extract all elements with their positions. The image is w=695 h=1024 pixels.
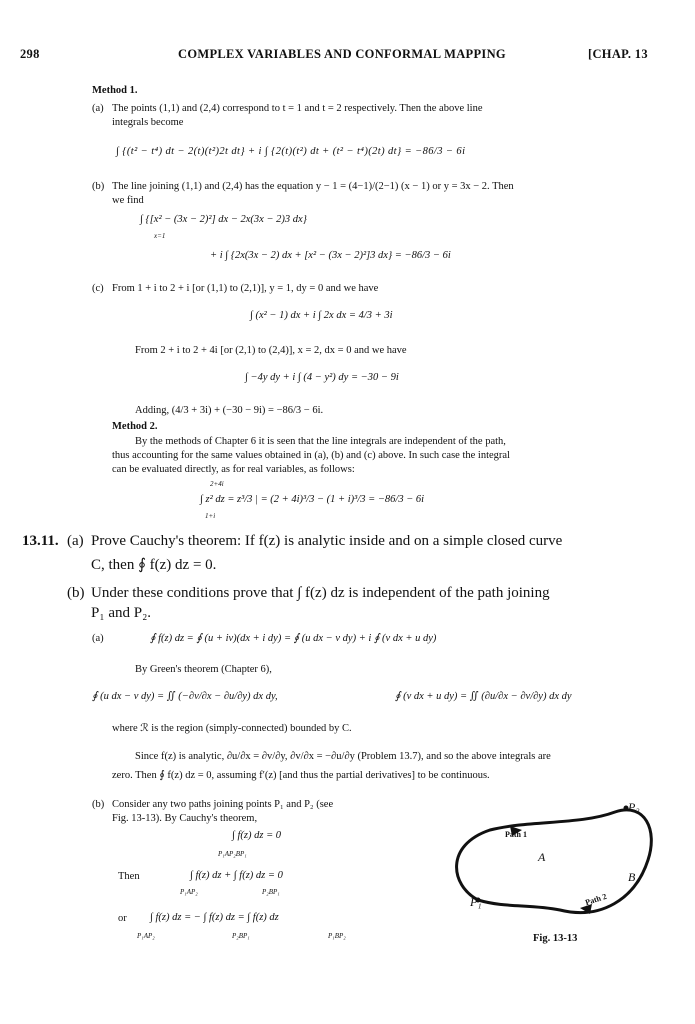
problem-number: 13.11. — [22, 533, 59, 549]
method1-heading: Method 1. — [92, 85, 138, 96]
method2-text3: can be evaluated directly, as for real variables, as follows: — [112, 464, 355, 475]
figure-label-a: A — [538, 850, 546, 864]
method1-b-equation-line1: ∫ {[x² − (3x − 2)²] dx − 2x(3x − 2)3 dx} — [140, 214, 307, 225]
or-label: or — [118, 913, 127, 924]
method1-b-label: (b) — [92, 181, 105, 192]
solution-b-eq3-limit2: P₂BP₁ — [232, 932, 250, 940]
solution-b-eq3-limit1: P₁AP₂ — [137, 932, 155, 940]
solution-b-eq2-limit1: P₁AP₂ — [180, 888, 198, 896]
figure-label-p1: P₁ — [470, 895, 482, 909]
running-title: COMPLEX VARIABLES AND CONFORMAL MAPPING — [178, 47, 506, 61]
page-number: 298 — [20, 47, 40, 61]
solution-eq1: ∮ f(z) dz = ∮ (u + iv)(dx + i dy) = ∮ (u dx − v dy) + i ∮ (v dx + u dy) — [150, 633, 437, 644]
method1-b-equation-line2: + i ∫ {2x(3x − 2) dx + [x² − (3x − 2)²]3 dx} = −86/3 − 6i — [210, 250, 451, 261]
solution-b-label: (b) — [92, 799, 105, 810]
solution-b-eq2: ∫ f(z) dz + ∫ f(z) dz = 0 — [190, 870, 283, 881]
method2-text2: thus accounting for the same values obtained in (a), (b) and (c) above. In such case the integral — [112, 450, 510, 461]
solution-b-eq3: ∫ f(z) dz = − ∫ f(z) dz = ∫ f(z) dz — [150, 912, 279, 923]
method1-c-text2: From 2 + i to 2 + 4i [or (2,1) to (2,4)], x = 2, dx = 0 and we have — [135, 345, 407, 356]
figure-caption: Fig. 13-13 — [533, 933, 578, 944]
chapter-label: [CHAP. 13 — [588, 47, 648, 61]
method1-b-limit: x=1 — [154, 232, 166, 240]
method1-b-text2: we find — [112, 195, 144, 206]
zero-text: zero. Then ∮ f(z) dz = 0, assuming f′(z) [and thus the partial derivatives] to be continuous. — [112, 770, 490, 781]
method1-c-text: From 1 + i to 2 + i [or (1,1) to (2,1)], y = 1, dy = 0 and we have — [112, 283, 379, 294]
solution-b-eq3-limit3: P₁BP₂ — [328, 932, 346, 940]
solution-b-text1: Consider any two paths joining points P₁ and P₂ (see — [112, 799, 334, 810]
method1-c-equation2: ∫ −4y dy + i ∫ (4 − y²) dy = −30 − 9i — [245, 372, 399, 383]
method1-a-text2: integrals become — [112, 117, 184, 128]
problem-b-text: Under these conditions prove that ∫ f(z) dz is independent of the path joining — [91, 585, 550, 601]
problem-a-text: Prove Cauchy's theorem: If f(z) is analytic inside and on a simple closed curve — [91, 533, 563, 549]
problem-b-label: (b) — [67, 585, 85, 601]
green-theorem-text: By Green's theorem (Chapter 6), — [135, 664, 272, 675]
then-label: Then — [118, 871, 140, 882]
problem-a-text2: C, then ∮ f(z) dz = 0. — [91, 557, 217, 573]
figure-label-p2: P₂ — [628, 800, 640, 814]
figure-path1-label: Path 1 — [505, 830, 527, 839]
method2-equation: ∫ z² dz = z³/3 | = (2 + 4i)³/3 − (1 + i)³/3 = −86/3 − 6i — [200, 494, 425, 505]
solution-b-eq2-limit2: P₂BP₁ — [262, 888, 280, 896]
method1-c-adding: Adding, (4/3 + 3i) + (−30 − 9i) = −86/3 − 6i. — [135, 405, 324, 416]
method1-a-text: The points (1,1) and (2,4) correspond to t = 1 and t = 2 respectively. Then the above line — [112, 103, 483, 114]
figure-label-b: B — [628, 870, 636, 884]
problem-b-text2: P₁ and P₂. — [91, 605, 152, 621]
method2-lower-limit: 1+i — [205, 512, 216, 520]
problem-a-label: (a) — [67, 533, 84, 549]
solution-a-label: (a) — [92, 633, 104, 644]
solution-b-text2: Fig. 13-13). By Cauchy's theorem, — [112, 813, 258, 824]
method1-a-label: (a) — [92, 103, 104, 114]
method2-text1: By the methods of Chapter 6 it is seen that the line integrals are independent of the path, — [135, 436, 506, 447]
solution-b-eq1-limit: P₁AP₂BP₁ — [218, 850, 247, 858]
solution-eq2b: ∮ (v dx + u dy) = ∬ (∂u/∂x − ∂v/∂y) dx dy — [395, 691, 572, 702]
method1-c-label: (c) — [92, 283, 104, 294]
method1-b-text: The line joining (1,1) and (2,4) has the equation y − 1 = (4−1)/(2−1) (x − 1) or y = 3x − 2. Then — [112, 181, 514, 192]
region-text: where ℛ is the region (simply-connected) bounded by C. — [112, 723, 352, 734]
figure-path2-label: Path 2 — [584, 891, 608, 908]
solution-eq2a: ∮ (u dx − v dy) = ∬ (−∂v/∂x − ∂u/∂y) dx dy, — [92, 691, 278, 702]
method2-heading: Method 2. — [112, 421, 158, 432]
method2-upper-limit: 2+4i — [210, 480, 224, 488]
closed-curve — [457, 810, 652, 913]
method1-c-equation1: ∫ (x² − 1) dx + i ∫ 2x dx = 4/3 + 3i — [250, 310, 393, 321]
solution-b-eq1: ∫ f(z) dz = 0 — [232, 830, 282, 841]
since-analytic-text: Since f(z) is analytic, ∂u/∂x = ∂v/∂y, ∂v/∂x = −∂u/∂y (Problem 13.7), and so the above integrals are — [135, 751, 551, 762]
method1-a-equation: ∫ {(t² − t⁴) dt − 2(t)(t²)2t dt} + i ∫ {2(t)(t²) dt + (t² − t⁴)(2t) dt} = −86/3 − 6i — [116, 146, 466, 157]
